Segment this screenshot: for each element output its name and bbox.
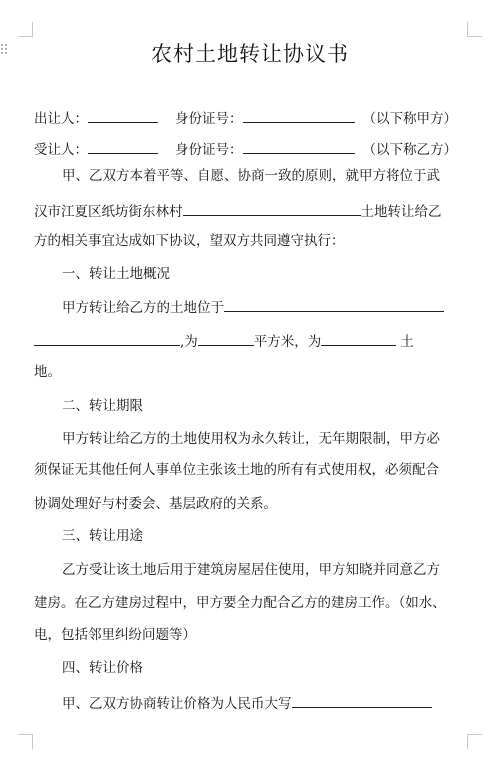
section-2-heading: 二、转让期限 (62, 398, 143, 414)
page-corner-mark (18, 22, 33, 37)
transferor-id-blank[interactable] (243, 108, 355, 123)
section-1-area-unit: 平方米，为 (253, 334, 322, 350)
land-type-blank[interactable] (321, 331, 396, 346)
transferee-label: 受让人： (34, 142, 88, 158)
document-title: 农村土地转让协议书 (151, 42, 349, 66)
price-blank[interactable] (292, 693, 432, 708)
transferor-line (34, 108, 466, 128)
transferee-suffix: （以下称乙方） (362, 142, 457, 158)
page-corner-mark (18, 734, 33, 749)
intro-line-1: 甲、乙双方本着平等、自愿、协商一致的原则，就甲方将位于武 (62, 168, 440, 184)
land-site-blank[interactable] (224, 297, 444, 312)
section-3-line-1: 乙方受让该土地后用于建筑房屋居住使用，甲方知晓并同意乙方 (62, 562, 440, 578)
page-corner-mark (467, 22, 482, 37)
section-1-heading: 一、转让土地概况 (62, 266, 170, 282)
section-4-text: 甲、乙双方协商转让价格为人民币大写 (62, 696, 292, 712)
transferor-name-blank[interactable] (88, 108, 158, 123)
intro-line-3: 方的相关事宜达成如下协议，望双方共同遵守执行： (34, 233, 345, 249)
section-1-line-3: 地。 (34, 364, 61, 380)
transferee-name-blank[interactable] (88, 139, 158, 154)
section-1-line-1 (34, 297, 494, 317)
section-2-line-1: 甲方转让给乙方的土地使用权为永久转让，无年期限制，甲方必 (62, 431, 440, 447)
page-corner-mark (467, 734, 482, 749)
section-1-line-2 (34, 331, 466, 351)
transferor-id-label: 身份证号： (175, 111, 243, 127)
land-site-blank-2[interactable] (34, 331, 180, 346)
section-2-line-3: 协调处理好与村委会、基层政府的关系。 (34, 496, 277, 512)
section-1-text: 甲方转让给乙方的土地位于 (62, 300, 224, 316)
transferee-id-label: 身份证号： (175, 142, 243, 158)
section-2-line-2: 须保证无其他任何人事单位主张该土地的所有有式使用权，必须配合 (34, 462, 439, 478)
section-3-line-3: 电，包括邻里纠纷问题等） (34, 627, 196, 643)
section-4-line-1 (34, 693, 494, 713)
section-3-heading: 三、转让用途 (62, 528, 143, 544)
section-3-line-2: 建房。在乙方建房过程中，甲方要全力配合乙方的建房工作。（如水、 (34, 595, 446, 611)
intro-location-text: 汉市江夏区纸坊街东林村 (34, 204, 183, 220)
section-1-land-char: 土 (400, 334, 414, 350)
intro-line-2 (34, 201, 466, 221)
transferee-line (34, 139, 466, 159)
transferor-label: 出让人： (34, 111, 88, 127)
transferee-id-blank[interactable] (243, 139, 355, 154)
land-area-blank[interactable] (198, 331, 254, 346)
section-1-area-prefix: ,为 (180, 334, 198, 350)
section-4-heading: 四、转让价格 (62, 660, 143, 676)
land-location-blank[interactable] (183, 201, 361, 216)
intro-transfer-text: 土地转让给乙 (360, 204, 442, 220)
transferor-suffix: （以下称甲方） (362, 111, 457, 127)
